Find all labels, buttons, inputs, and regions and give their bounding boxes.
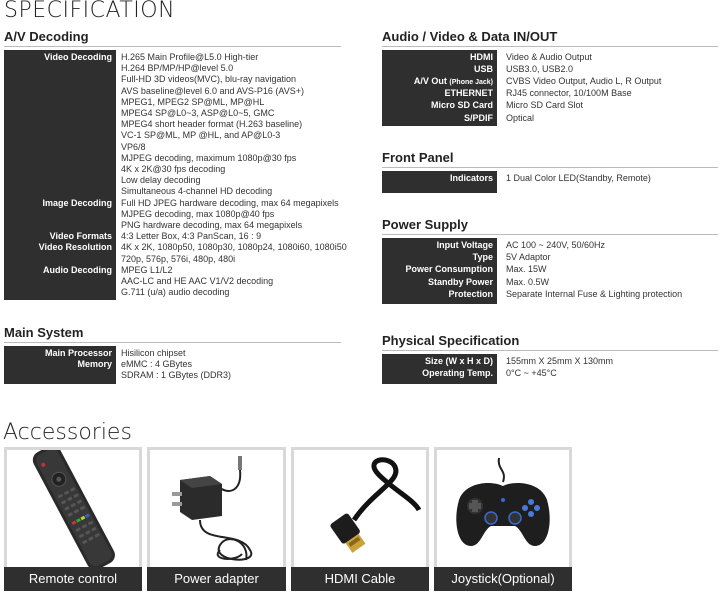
front-panel-title: Front Panel	[382, 150, 454, 165]
spec-row	[4, 86, 341, 97]
spec-label	[4, 52, 112, 63]
joystick-icon	[437, 450, 569, 567]
spec-label	[382, 88, 493, 100]
spec-row	[4, 276, 341, 287]
accessory-adapter-card	[147, 447, 286, 591]
main-system-table	[4, 346, 341, 384]
spec-row	[382, 289, 718, 301]
remote-control-image	[7, 450, 139, 567]
spec-value: Simultaneous 4-channel HD decoding	[121, 186, 273, 197]
spec-label	[4, 265, 112, 276]
spec-value: 1 Dual Color LED(Standby, Remote)	[506, 173, 651, 183]
spec-label-text: Audio Decoding	[43, 264, 112, 275]
spec-label-text: Video Formats	[49, 231, 112, 242]
accessory-caption: Joystick(Optional)	[434, 567, 572, 591]
accessory-joystick-card	[434, 447, 572, 591]
spec-row	[4, 348, 341, 359]
spec-label-text: Video Resolution	[38, 242, 112, 253]
spec-value: CVBS Video Output, Audio L, R Output	[506, 76, 662, 87]
spec-value: 4K x 2K@30 fps decoding	[121, 164, 226, 174]
spec-value: AAC-LC and HE AAC V1/V2 decoding	[121, 276, 274, 286]
spec-value: MJPEG decoding, max 1080p@40 fps	[121, 208, 275, 219]
spec-label	[382, 64, 493, 76]
spec-row	[382, 252, 718, 264]
spec-row	[4, 153, 341, 164]
spec-label-text: Size (W x H x D)	[424, 356, 493, 366]
physical-table	[382, 354, 718, 384]
av-decoding-title: A/V Decoding	[4, 29, 89, 44]
spec-label-text: Standby Power	[427, 276, 493, 287]
spec-value: G.711 (u/a) audio decoding	[121, 287, 230, 298]
spec-label-note: (Phone Jack)	[449, 79, 493, 87]
spec-row	[382, 173, 718, 185]
spec-label	[382, 52, 493, 64]
spec-value: Max. 0.5W	[506, 276, 550, 287]
front-panel-table	[382, 171, 718, 193]
spec-row	[382, 113, 718, 125]
spec-value: eMMC : 4 GBytes	[121, 359, 193, 370]
spec-label-text: Main Processor	[44, 348, 112, 358]
front-panel-rule	[382, 167, 718, 168]
spec-value: Hisilicon chipset	[121, 348, 186, 358]
spec-label	[4, 359, 112, 370]
spec-row	[4, 254, 341, 265]
spec-label-text: Memory	[77, 359, 112, 370]
spec-label-text: Input Voltage	[436, 240, 493, 250]
power-supply-rule	[382, 234, 718, 235]
spec-value: Video & Audio Output	[506, 52, 592, 62]
spec-label	[382, 252, 493, 263]
main-system-title: Main System	[4, 325, 84, 340]
spec-row	[382, 52, 718, 64]
audio-io-rule	[382, 46, 718, 47]
spec-label	[382, 277, 493, 288]
spec-value: RJ45 connector, 10/100M Base	[506, 88, 632, 99]
spec-row	[4, 220, 341, 231]
spec-row	[382, 264, 718, 276]
spec-label	[4, 198, 112, 209]
spec-label-text: HDMI	[470, 52, 493, 62]
spec-label-text: Micro SD Card	[430, 100, 493, 111]
audio-io-title: Audio / Video & Data IN/OUT	[382, 29, 558, 44]
spec-row	[4, 287, 341, 298]
spec-row	[382, 277, 718, 289]
spec-row	[4, 97, 341, 108]
spec-row	[382, 88, 718, 100]
spec-value: Max. 15W	[506, 264, 547, 275]
spec-label-text: Power Consumption	[405, 264, 493, 275]
spec-value: 5V Adaptor	[506, 252, 551, 263]
spec-label-text: Operating Temp.	[422, 368, 493, 379]
accessory-caption: Remote control	[4, 567, 142, 591]
spec-row	[4, 231, 341, 242]
spec-row	[4, 108, 341, 119]
power-supply-title: Power Supply	[382, 217, 468, 232]
spec-value: Separate Internal Fuse & Lighting protection	[506, 288, 683, 299]
spec-row	[382, 76, 718, 88]
spec-label	[382, 289, 493, 300]
spec-label-text: ETHERNET	[444, 88, 493, 99]
hdmi-cable-icon	[294, 450, 426, 567]
spec-label-text: A/V Out	[413, 76, 447, 87]
spec-label	[382, 356, 493, 367]
spec-row	[382, 64, 718, 76]
spec-value: 4:3 Letter Box, 4:3 PanScan, 16 : 9	[121, 231, 262, 242]
spec-label	[382, 100, 493, 112]
accessory-hdmi-card	[291, 447, 429, 591]
spec-row	[4, 74, 341, 85]
spec-label	[382, 240, 493, 251]
spec-value: Low delay decoding	[121, 175, 201, 186]
spec-label	[382, 173, 493, 184]
spec-row	[382, 356, 718, 368]
spec-value: Full-HD 3D videos(MVC), blu-ray navigation	[121, 74, 297, 85]
spec-value: MPEG1, MPEG2 SP@ML, MP@HL	[121, 96, 265, 107]
spec-label	[382, 113, 493, 125]
spec-value: 4K x 2K, 1080p50, 1080p30, 1080p24, 1080i60, 1080i50	[121, 242, 347, 253]
av-decoding-table	[4, 50, 347, 300]
spec-label-text: S/PDIF	[463, 112, 493, 123]
spec-value: 155mm X 25mm X 130mm	[506, 356, 614, 366]
spec-value: H.265 Main Profile@L5.0 High-tier	[121, 52, 259, 62]
remote-control-icon	[7, 450, 139, 567]
spec-value: Micro SD Card Slot	[506, 100, 584, 111]
spec-label-text: Image Decoding	[42, 197, 112, 208]
power-adapter-image	[150, 450, 283, 567]
spec-row	[382, 100, 718, 112]
spec-row	[382, 240, 718, 252]
audio-io-table	[382, 50, 718, 126]
spec-row	[4, 63, 341, 74]
spec-value: AVS baseline@level 6.0 and AVS-P16 (AVS+)	[121, 85, 304, 96]
spec-row	[4, 242, 347, 253]
spec-label-text: Video Decoding	[44, 52, 112, 62]
spec-value: USB3.0, USB2.0	[506, 64, 574, 75]
spec-row	[382, 368, 718, 380]
spec-value: Full HD JPEG hardware decoding, max 64 megapixels	[121, 197, 339, 208]
spec-value: H.264 BP/MP/HP@level 5.0	[121, 63, 234, 74]
spec-label-text: Indicators	[449, 173, 493, 183]
spec-row	[4, 209, 341, 220]
spec-label-text: USB	[473, 64, 493, 75]
spec-value: VC-1 SP@ML, MP @HL, and AP@L0-3	[121, 130, 281, 141]
power-adapter-icon	[150, 450, 283, 567]
spec-label	[4, 242, 112, 253]
spec-label	[4, 348, 112, 359]
hdmi-cable-image	[294, 450, 426, 567]
spec-value: 0°C ~ +45°C	[506, 368, 557, 379]
physical-rule	[382, 350, 718, 351]
power-supply-table	[382, 238, 718, 304]
physical-title: Physical Specification	[382, 333, 520, 348]
spec-label-text: Type	[472, 252, 493, 263]
spec-value: 720p, 576p, 576i, 480p, 480i	[121, 253, 236, 264]
spec-label	[382, 264, 493, 275]
spec-label	[382, 76, 493, 88]
spec-row	[4, 164, 341, 175]
accessory-remote-card	[4, 447, 142, 591]
spec-label-text: Protection	[448, 288, 493, 299]
accessory-caption: HDMI Cable	[291, 567, 429, 591]
spec-value: SDRAM : 1 GBytes (DDR3)	[121, 370, 232, 381]
spec-value: AC 100 ~ 240V, 50/60Hz	[506, 240, 605, 250]
spec-value: MPEG4 SP@L0~3, ASP@L0~5, GMC	[121, 108, 275, 118]
spec-value: MJPEG decoding, maximum 1080p@30 fps	[121, 152, 297, 163]
spec-row	[4, 52, 341, 63]
av-decoding-rule	[4, 46, 341, 47]
spec-row	[4, 175, 341, 186]
main-system-rule	[4, 342, 341, 343]
page-title: SPECIFICATION	[4, 0, 176, 23]
spec-row	[4, 119, 341, 130]
spec-row	[4, 370, 341, 381]
joystick-image	[437, 450, 569, 567]
spec-row	[4, 265, 341, 276]
spec-value: Optical	[506, 112, 535, 123]
spec-row	[4, 142, 341, 153]
spec-label	[4, 231, 112, 242]
spec-value: PNG hardware decoding, max 64 megapixels	[121, 220, 303, 230]
spec-label	[382, 368, 493, 379]
spec-value: MPEG L1/L2	[121, 264, 173, 275]
spec-row	[4, 130, 341, 141]
spec-row	[4, 186, 341, 197]
spec-value: VP6/8	[121, 141, 146, 152]
spec-row	[4, 359, 341, 370]
spec-value: MPEG4 short header format (H.263 baseline)	[121, 119, 303, 130]
accessory-caption: Power adapter	[147, 567, 286, 591]
spec-row	[4, 198, 341, 209]
accessories-title: Accessories	[3, 420, 132, 445]
